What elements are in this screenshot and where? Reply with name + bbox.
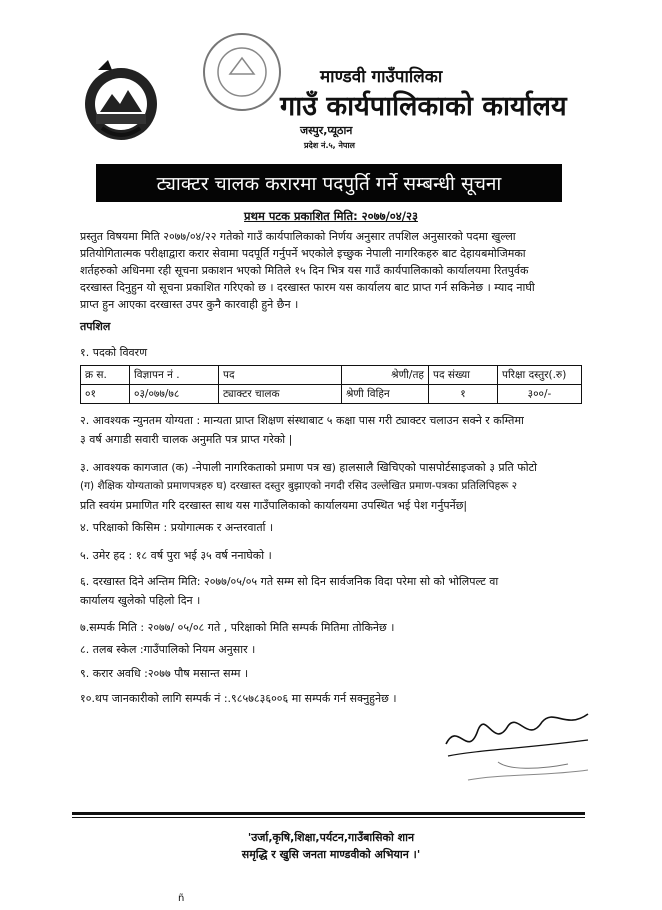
tapasil-label: तपशिल [80, 320, 111, 333]
nepal-emblem-icon [78, 58, 164, 144]
item-deadline-cont: कार्यालय खुलेको पहिलो दिन । [80, 594, 201, 607]
office-location: जस्पुर,प्यूठान [300, 124, 353, 137]
body-line: दरखास्त दिनुहुन यो सूचना प्रकाशित गरिएको छ । दरखास्त फारम यस कार्यालय बाट प्राप्त गर्न सकिनेछ । म्याद नाघी [80, 281, 535, 294]
page-mark: ñ [178, 893, 185, 904]
signature-icon [438, 700, 598, 790]
item-qualification-cont: ३ वर्ष अगाडी सवारी चालक अनुमति पत्र प्राप्त गरेको | [80, 433, 293, 446]
item-contract-period: ९. करार अवधि :२०७७ पौष मसान्त सम्म । [80, 667, 249, 680]
notice-body [80, 228, 590, 313]
col-header: परिक्षा दस्तुर(.रु) [498, 366, 582, 385]
item-documents-cont2: प्रति स्वयंम प्रमाणित गरि दरखास्त साथ यस गाउँपालिकाको कार्यालयमा उपस्थित भई पेश गर्नुपर्नेछ| [80, 499, 468, 512]
item-documents: ३. आवश्यक कागजात (क) -नेपाली नागरिकताको प्रमाण पत्र ख) हालसालै खिचिएको पासपोर्टसाइजको ३ प्रति फोटो [80, 461, 538, 474]
col-header: क्र स. [81, 366, 130, 385]
table-cell: १ [429, 385, 498, 404]
table-cell: श्रेणी विहिन [342, 385, 429, 404]
section-post-details: १. पदको विवरण [80, 346, 148, 359]
item-contact-number: १०.थप जानकारीको लागि सम्पर्क नं :.९८५७८३६००६ मा सम्पर्क गर्न सक्नुहुनेछ । [80, 692, 397, 705]
table-cell: ट्याक्टर चालक [219, 385, 342, 404]
footer-rule-thin [72, 817, 585, 818]
item-exam-type: ४. परिक्षाको किसिम : प्रयोगात्मक र अन्तरवार्ता । [80, 521, 274, 534]
table-cell: ०१ [81, 385, 130, 404]
body-line: प्राप्त हुन आएका दरखास्त उपर कुनै कारवाही हुने छैन । [80, 298, 299, 311]
table-header-row [81, 366, 582, 385]
item-salary-scale: ८. तलब स्केल :गाउँपालिको नियम अनुसार । [80, 643, 256, 656]
body-line: प्रस्तुत विषयमा मिति २०७७/०४/२२ गतेको गाउँ कार्यपालिकाको निर्णय अनुसार तपशिल अनुसारको पदमा खुल्ला [80, 230, 516, 243]
item-deadline: ६. दरखास्त दिने अन्तिम मिति: २०७७/०५/०५ गते सम्म सो दिन सार्वजनिक विदा परेमा सो को भोलिपल्ट वा [80, 575, 499, 588]
col-header: श्रेणी/तह [342, 366, 429, 385]
office-name: गाउँ कार्यपालिकाको कार्यालय [280, 91, 567, 122]
table-cell: ०३/०७७/७८ [130, 385, 219, 404]
notice-title: ट्याक्टर चालक करारमा पदपुर्ति गर्ने सम्बन्धी सूचना [96, 164, 562, 202]
item-documents-cont: (ग) शैक्षिक योग्यताको प्रमाणपत्रहरु घ) दरखास्त दस्तुर बुझाएको नगदी रसिद उल्लेखित प्रमाण-पत्रका प्रतिलिपिहरू २ [80, 480, 518, 492]
body-line: शर्तहरुको अधिनमा रही सूचना प्रकाशन भएको मितिले १५ दिन भित्र यस गाउँ कार्यपालिकाको कार्यालयमा रितपुर्वक [80, 264, 529, 277]
municipality-name: माण्डवी गाउँपालिका [320, 67, 443, 87]
footer-slogan-line2: समृद्धि र खुसि जनता माण्डवीको अभियान ।' [241, 848, 421, 861]
item-qualification: २. आवश्यक न्युनतम योग्यता : मान्यता प्राप्त शिक्षण संस्थाबाट ५ कक्षा पास गरी ट्याक्टर चलाउन सक्ने र कम्तिमा [80, 414, 524, 427]
item-contact-date: ७.सम्पर्क मिति : २०७७/ ०५/०८ गते , परिक्षाको मिति सम्पर्क मितिमा तोकिनेछ । [80, 621, 395, 634]
col-header: विज्ञापन नं . [130, 366, 219, 385]
table-cell: ३००/- [498, 385, 582, 404]
published-date: प्रथम पटक प्रकाशित मिति: २०७७/०४/२३ [244, 209, 418, 223]
province-line: प्रदेश नं.५, नेपाल [304, 141, 355, 150]
footer-slogan-line1: 'उर्जा,कृषि,शिक्षा,पर्यटन,गाउँबासिको शान [247, 831, 415, 844]
body-line: प्रतियोगितात्मक परीक्षाद्वारा करार सेवामा पदपूर्ति गर्नुपर्ने भएकोले इच्छुक नेपाली नागरिकहरु बाट देहायबमोजिमका [80, 247, 526, 260]
col-header: पद संख्या [429, 366, 498, 385]
col-header: पद [219, 366, 342, 385]
item-age-limit: ५. उमेर हद : १८ वर्ष पुरा भई ३५ वर्ष ननाघेको । [80, 549, 272, 562]
office-stamp-icon [200, 30, 284, 114]
footer-rule [72, 812, 585, 815]
post-table [80, 365, 582, 404]
table-row [81, 385, 582, 404]
